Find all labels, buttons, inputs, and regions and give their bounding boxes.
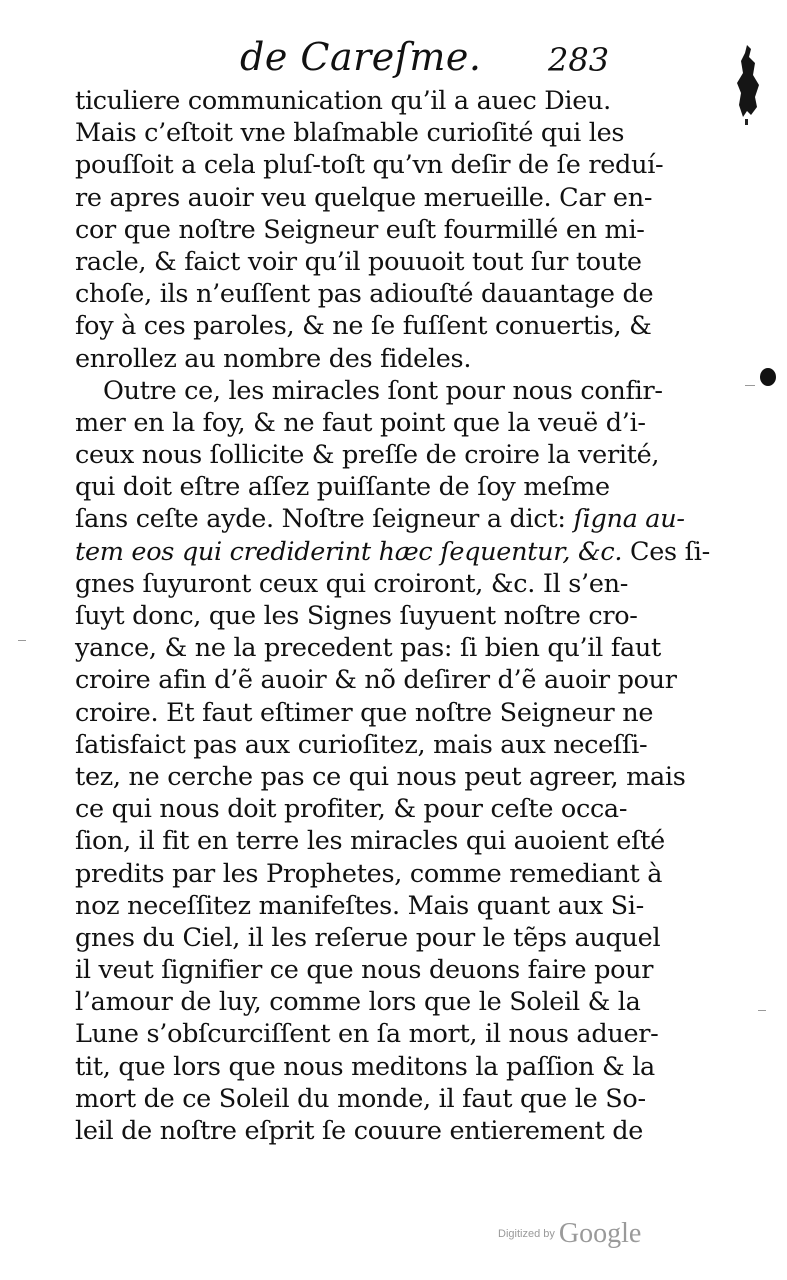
text-line: predits par les Prophetes, comme remediant à: [75, 858, 663, 889]
text-line: gnes du Ciel, il les reſerue pour le tẽps auquel: [75, 922, 661, 953]
text-line: l’amour de luy, comme lors que le Soleil & la: [75, 987, 641, 1018]
margin-ink-dot: [760, 368, 776, 386]
text-line-with-latin: [75, 503, 685, 535]
stray-mark: [745, 385, 755, 386]
text-line: tez, ne cerche pas ce qui nous peut agreer, mais: [75, 761, 686, 792]
text-line: re apres auoir veu quelque merueille. Car en-: [75, 182, 653, 213]
text-line: foy à ces paroles, & ne ſe fuſſent conuertis, &: [75, 311, 652, 342]
latin-quote: tem eos qui crediderint hæc ſequentur, &c.: [75, 536, 623, 567]
google-logo: Google: [558, 1218, 642, 1249]
text-line: yance, & ne la precedent pas: ſi bien qu’il faut: [75, 633, 661, 664]
margin-ink-blot: [735, 45, 761, 125]
body-text: [75, 85, 710, 1147]
stray-mark: [758, 1010, 766, 1011]
text-line: ceux nous ſollicite & preſſe de croire la verité,: [75, 440, 660, 471]
text-line: pouſſoit a cela pluſ-toſt qu’vn deſir de ſe reduí-: [75, 150, 664, 181]
text-line: enrollez au nombre des fideles.: [75, 343, 472, 374]
text-line: mort de ce Soleil du monde, il faut que le So-: [75, 1083, 646, 1114]
page-number: 283: [548, 41, 610, 79]
text-line: il veut ſignifier ce que nous deuons faire pour: [75, 955, 654, 986]
text-line: noz neceſſitez manifeſtes. Mais quant aux Si-: [75, 890, 644, 921]
text-line: ſuyt donc, que les Signes ſuyuent noſtre cro-: [75, 601, 638, 631]
text-line: gnes ſuyuront ceux qui croiront, &c. Il s’en-: [75, 568, 629, 599]
text-segment: Ces ſi-: [622, 536, 710, 567]
text-line: ſion, il fit en terre les miracles qui auoient eſté: [75, 826, 665, 857]
stray-mark: [18, 640, 26, 641]
text-line-with-latin: [75, 536, 710, 568]
text-line: croire. Et faut eſtimer que noſtre Seigneur ne: [75, 697, 654, 728]
text-line: cor que noſtre Seigneur euſt fourmillé en mi-: [75, 214, 645, 245]
text-line: qui doit eſtre aſſez puiſſante de ſoy meſme: [75, 472, 610, 503]
text-line: choſe, ils n’euſſent pas adiouſté dauantage de: [75, 279, 654, 310]
watermark-digitized-by: Digitized by: [498, 1228, 555, 1240]
text-line: Mais c’eſtoit vne blaſmable curioſité qui les: [75, 118, 625, 149]
text-line: ſatisfaict pas aux curioſitez, mais aux neceſſi-: [75, 729, 648, 760]
running-title: de Careſme.: [240, 35, 482, 79]
text-line: leil de noſtre eſprit ſe couure entierement de: [75, 1116, 644, 1146]
text-line: croire afin d’ẽ auoir & nõ deſirer d’ẽ auoir pour: [75, 665, 677, 696]
text-line: tit, que lors que nous meditons la paſſion & la: [75, 1051, 655, 1082]
google-watermark: [498, 1218, 641, 1252]
latin-quote: ſigna au-: [573, 504, 685, 535]
paragraph-start-line: Outre ce, les miracles ſont pour nous confir-: [103, 375, 663, 406]
text-line: Lune s’obſcurciſſent en ſa mort, il nous aduer-: [75, 1019, 659, 1050]
text-line: mer en la foy, & ne faut point que la veuë d’i-: [75, 407, 646, 438]
text-line: racle, & faict voir qu’il pouuoit tout ſur toute: [75, 246, 642, 277]
text-line: ce qui nous doit profiter, & pour ceſte occa-: [75, 794, 628, 825]
text-line: ticuliere communication qu’il a auec Dieu.: [75, 86, 611, 116]
text-segment: ſans ceſte ayde. Noſtre ſeigneur a dict:: [75, 504, 566, 535]
